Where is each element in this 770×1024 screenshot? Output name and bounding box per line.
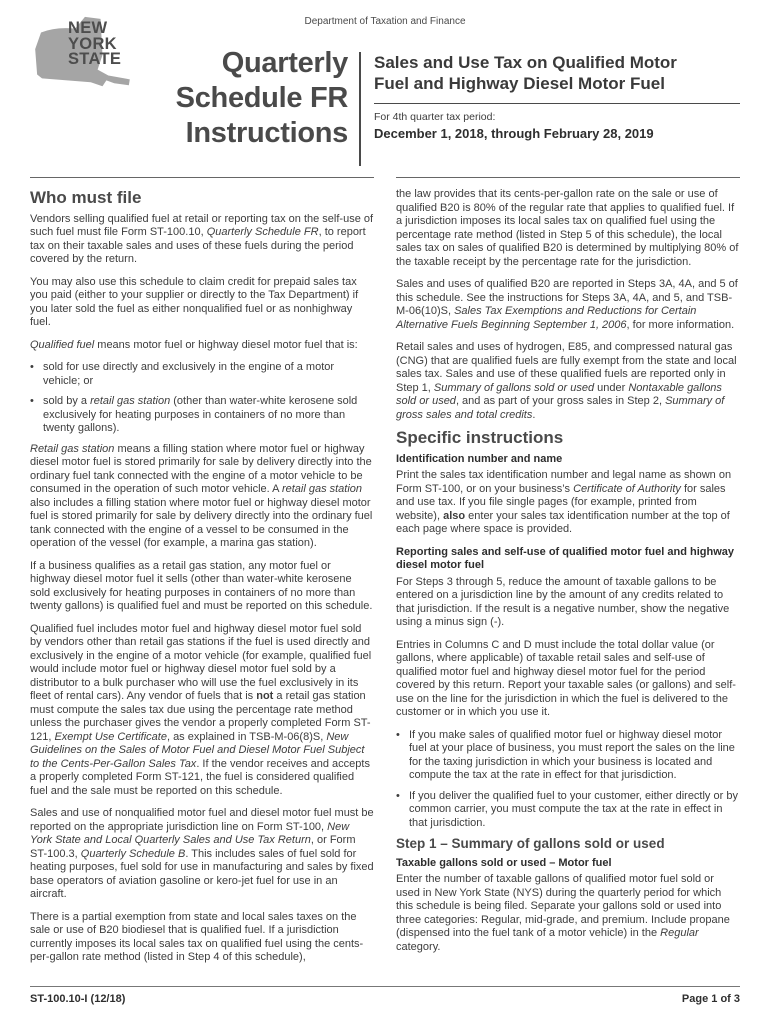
paragraph: If a business qualifies as a retail gas station, any motor fuel or highway diesel motor fuel it sells (other than water-white kerosene sold exclusively for heating purposes in containers of no more than twenty gallons) is qualified fuel and must be reported on this schedule.	[30, 559, 373, 612]
subject-title	[374, 52, 740, 94]
period-label: For 4th quarter tax period:	[374, 111, 496, 123]
step-heading: Step 1 – Summary of gallons sold or used	[396, 836, 665, 851]
sub-heading: Identification number and name	[396, 452, 563, 465]
paragraph: Qualified fuel includes motor fuel and highway diesel motor fuel sold by vendors other than retail gas stations if the fuel is used directly and exclusively in the engine of a motor vehicle (for example, qualified fuel would include motor fuel or highway diesel motor fuel sold by a distributor to a bulk purchaser who will use the fuel exclusively in its fleet of rental cars). Any vendor of fuels that is not a retail gas station must compute the sales tax due using the percentage rate method unless the purchaser gives the vendor a properly completed Form ST-121, Exempt Use Certificate, as explained in TSB-M-06(8)S, New Guidelines on the Sales of Motor Fuel and Diesel Motor Fuel Subject to the Cents-Per-Gallon Sales Tax. If the vendor receives and accepts a properly completed Form ST-121, the fuel is considered qualified fuel and the sale must be reported on this schedule.	[30, 622, 372, 797]
paragraph: There is a partial exemption from state and local sales taxes on the sale or use of B20 biodiesel that is qualified fuel. If a jurisdiction currently imposes its local sales tax on qualified fuel using the cents-per-gallon rate method (listed in Step 4 of this schedule),	[30, 910, 364, 963]
bullet-icon: •	[30, 361, 34, 373]
paragraph: Vendors selling qualified fuel at retail or reporting tax on the self-use of such fuel must file Form ST-100.10, Quarterly Schedule FR, to report tax on their taxable sales and uses of these fuels during the period covered by the return.	[30, 212, 374, 265]
logo-word-state: STATE	[68, 50, 122, 68]
bullet-text: sold by a retail gas station (other than water-white kerosene sold exclusively for heating purposes in containers of no more than twenty gallons).	[43, 395, 358, 434]
paragraph: You may also use this schedule to claim credit for prepaid sales tax you paid (either to your supplier or directly to the Tax Department) if you later sold the fuel as either nonqualified fuel or as nonhighway fuel.	[30, 275, 359, 328]
bullet-item	[30, 395, 374, 436]
sub-heading: Reporting sales and self-use of qualified motor fuel and highway diesel motor fuel	[396, 545, 734, 571]
paragraph: Enter the number of taxable gallons of qualified motor fuel sold or used in New York State (NYS) during the quarterly period for which this schedule is being filed. Separate your gallons sold or used into three categories: Regular, mid-grade, and premium. Include propane (dispensed into the fuel tank of a motor vehicle) in the Regular category.	[396, 873, 730, 953]
department-line: Department of Taxation and Finance	[304, 16, 466, 27]
bullet-text: sold for use directly and exclusively in the engine of a motor vehicle; or	[43, 361, 335, 387]
section-heading: Who must file	[30, 188, 142, 207]
subject-title-line: Sales and Use Tax on Qualified Motor	[374, 53, 677, 72]
paragraph: Print the sales tax identification number and legal name as shown on Form ST-100, or on your business’s Certificate of Authority for sales and use tax. If you file single pages (for example, printed from website), also enter your sales tax identification number at the top of each page where space is provided.	[396, 469, 732, 535]
paragraph: the law provides that its cents-per-gallon rate on the sale or use of qualified B20 is 80% of the regular rate that applies to qualified fuel. If a jurisdiction imposes its local sales tax on qualified fuel using the percentage rate method (listed in Step 5 of this schedule), the local sales tax on sales of qualified B20 is determined by multiplying 80% of the taxable receipt by the percentage rate for the jurisdiction.	[396, 188, 739, 268]
paragraph: Entries in Columns C and D must include the total dollar value (or gallons, where applicable) of taxable retail sales and self-use of qualified motor fuel and highway diesel motor fuel for the period covered by this return. Report your taxable sales (or gallons) and self-use on the line for the jurisdiction in which the fuel is delivered to the customer or in which you use it.	[396, 638, 736, 718]
paragraph: Retail gas station means a filling station where motor fuel or highway diesel motor fuel is stored primarily for sale by delivery directly into the ordinary fuel tank connected with the engine of a motor vehicle to be consumed in the operation of such motor vehicle. A retail gas station also includes a filling station where motor fuel or highway diesel motor fuel is stored primarily for sale by delivery directly into the ordinary fuel tank connected with the engine of a vessel to be consumed in the operation of the vessel (for example, a marina gas station).	[30, 442, 373, 549]
section-heading: Specific instructions	[396, 428, 564, 447]
paragraph: Sales and uses of qualified B20 are reported in Steps 3A, 4A, and 5 of this schedule. See the instructions for Steps 3A, 4A, and 5, and TSB-M-06(10)S, Sales Tax Exemptions and Reductions for Certain Alternative Fuels Beginning September 1, 2006, for more information.	[396, 278, 738, 331]
bullet-text: If you deliver the qualified fuel to your customer, either directly or by common carrier, you must compute the tax at the rate in effect in that jurisdiction.	[409, 789, 738, 829]
bullet-item	[30, 361, 374, 388]
subject-block	[374, 52, 740, 141]
sub-heading: Taxable gallons sold or used – Motor fuel	[396, 856, 612, 869]
logo-word-york: YORK	[68, 34, 117, 53]
footer	[30, 986, 740, 1005]
paragraph: Retail sales and uses of hydrogen, E85, and compressed natural gas (CNG) that are qualified fuels are fully exempt from the state and local sales tax. Sales and use of these qualified fuels are reported only in Step 1, Summary of gallons sold or used under Nontaxable gallons sold or used, and as part of your gross sales in Step 2, Summary of gross sales and total credits.	[396, 341, 737, 421]
paragraph: For Steps 3 through 5, reduce the amount of taxable gallons to be entered on a jurisdiction line by the amount of any credits related to that jurisdiction. If the result is a negative number, show the negative using a minus sign (-).	[396, 575, 730, 628]
bullet-text: If you make sales of qualified motor fuel or highway diesel motor fuel at your place of business, you must report the sales on the line for the taxing jurisdiction in which your business is located and compute the tax at the rate in effect for that jurisdiction.	[409, 728, 735, 781]
document-body	[30, 177, 740, 974]
bullet-icon: •	[30, 395, 34, 407]
form-id: ST-100.10-I (12/18)	[30, 993, 126, 1005]
paragraph: Sales and use of nonqualified motor fuel and diesel motor fuel must be reported on the appropriate jurisdiction line on Form ST-100, New York State and Local Quarterly Sales and Use Tax Return, or Form ST-100.3, Quarterly Schedule B. This includes sales of fuel sold for heating purposes, fuel sold for use in manufacturing and sales by fixed base operators of aviation gasoline or kero-jet fuel for use in an aircraft.	[30, 807, 374, 900]
document-title	[0, 46, 348, 151]
document-title-line: Quarterly	[221, 47, 348, 79]
left-column	[30, 177, 374, 974]
bullet-item	[396, 790, 740, 831]
right-column	[396, 177, 740, 974]
subject-rule	[374, 103, 740, 104]
bullet-item	[396, 729, 740, 783]
bullet-icon: •	[396, 789, 400, 802]
subject-title-line: Fuel and Highway Diesel Motor Fuel	[374, 74, 665, 93]
page-number: Page 1 of 3	[681, 993, 740, 1005]
document-title-line: Instructions	[185, 117, 348, 149]
document-title-line: Schedule FR	[175, 82, 348, 114]
paragraph: Qualified fuel means motor fuel or highway diesel motor fuel that is:	[30, 338, 358, 351]
period-value: December 1, 2018, through February 28, 2019	[374, 126, 654, 141]
header-divider	[359, 52, 361, 166]
logo-word-new: NEW	[68, 19, 108, 37]
bullet-icon: •	[396, 728, 400, 741]
